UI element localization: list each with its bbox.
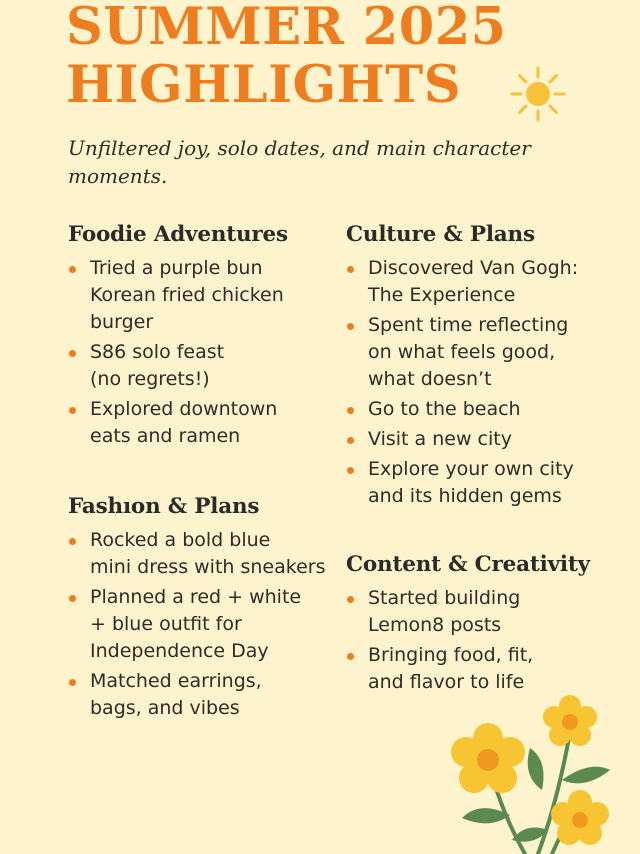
section-culture-plans	[346, 222, 626, 513]
bullet-list	[346, 585, 636, 696]
section-foodie-adventures	[68, 222, 338, 453]
section-content-creativity	[346, 552, 636, 699]
bullet-dot-icon	[347, 266, 354, 273]
section-heading: Fashıon & Plans	[68, 494, 260, 519]
list-item: Started building Lemon8 posts	[346, 585, 636, 639]
section-fashion-plans	[68, 494, 348, 725]
bullet-dot-icon	[69, 407, 76, 414]
bullet-list	[68, 255, 338, 450]
bullet-dot-icon	[69, 679, 76, 686]
list-item: Spent time reflecting on what feels good, what doesn’t	[346, 312, 626, 393]
section-heading: Foodie Adventures	[68, 222, 288, 247]
bullet-dot-icon	[347, 323, 354, 330]
bullet-dot-icon	[347, 653, 354, 660]
page-subtitle: Unfiltered joy, solo dates, and main character moments.	[68, 136, 531, 188]
title-line-1: SUMMER 2025	[66, 0, 507, 57]
flower-illustration	[430, 690, 640, 854]
bullet-list	[68, 527, 348, 722]
list-item: Go to the beach	[346, 396, 626, 423]
bullet-dot-icon	[69, 350, 76, 357]
list-item: Visit a new city	[346, 426, 626, 453]
page-title	[66, 0, 507, 114]
bullet-dot-icon	[347, 596, 354, 603]
list-item: Explore your own city and its hidden gems	[346, 456, 626, 510]
title-line-2: HIGHLIGHTS	[66, 55, 462, 115]
sun-icon	[508, 64, 568, 124]
list-item: Matched earrings, bags, and vibes	[68, 668, 348, 722]
list-item: Discovered Van Gogh: The Experience	[346, 255, 626, 309]
list-item: Tried a purple bun Korean fried chicken burger	[68, 255, 338, 336]
bullet-dot-icon	[69, 595, 76, 602]
bullet-dot-icon	[69, 538, 76, 545]
list-item: Rocked a bold blue mini dress with sneakers	[68, 527, 348, 581]
flower-small-icon	[551, 790, 609, 845]
bullet-dot-icon	[347, 467, 354, 474]
bullet-dot-icon	[347, 437, 354, 444]
flower-large-icon	[451, 723, 525, 793]
flower-small-icon	[543, 695, 597, 746]
bullet-list	[346, 255, 626, 510]
section-heading: Culture & Plans	[346, 222, 535, 247]
list-item: Explored downtown eats and ramen	[68, 396, 338, 450]
bullet-dot-icon	[69, 266, 76, 273]
section-heading: Content & Creativity	[346, 552, 590, 577]
list-item: Planned a red + white + blue outfit for Independence Day	[68, 584, 348, 665]
list-item: S86 solo feast (no regrets!)	[68, 339, 338, 393]
list-item: Bringing food, fit, and flavor to life	[346, 642, 636, 696]
bullet-dot-icon	[347, 407, 354, 414]
